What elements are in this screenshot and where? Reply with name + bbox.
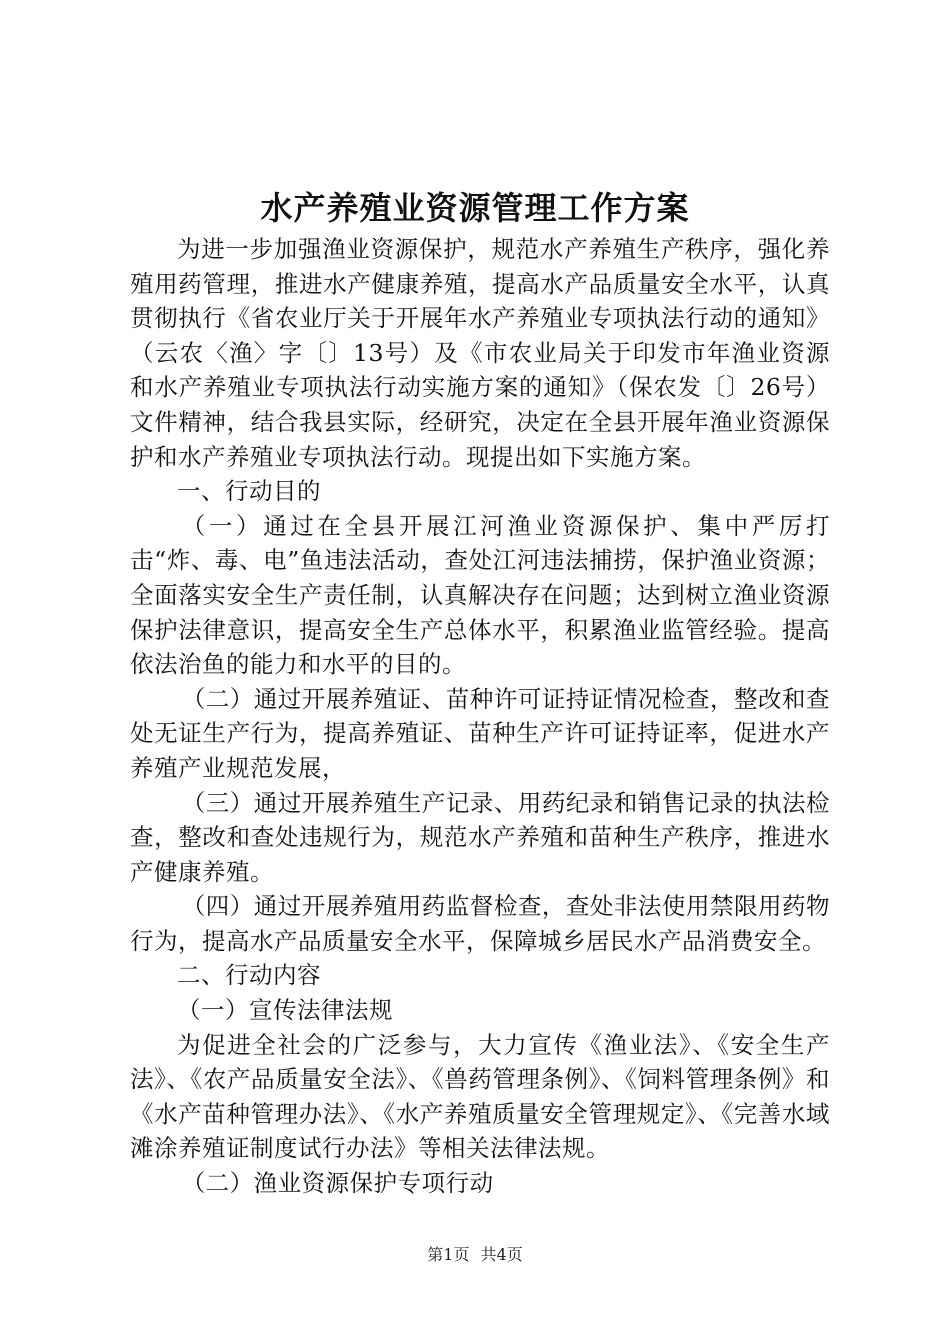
purpose-item-3: （三）通过开展养殖生产记录、用药纪录和销售记录的执法检查，整改和查处违规行为，规范水产养殖和苗种生产秩序，推进水产健康养殖。 [130,788,830,886]
page-footer [0,1244,950,1266]
page-number: 第1页 [427,1245,470,1264]
section-heading-content: 二、行动内容 [177,961,321,990]
subsection-heading-resource-protection: （二）渔业资源保护专项行动 [181,1169,494,1198]
subsection-heading-publicity: （一）宣传法律法规 [177,996,393,1025]
document-title: 水产养殖业资源管理工作方案 [260,189,690,227]
page-total: 共4页 [480,1245,523,1264]
document-body [130,232,830,1201]
purpose-item-1: （一）通过在全县开展江河渔业资源保护、集中严厉打击“炸、毒、电”鱼违法活动，查处江河违法捕捞，保护渔业资源；全面落实安全生产责任制，认真解决存在问题；达到树立渔业资源保护法律意识，提高安全生产总体水平，积累渔业监管经验。提高依法治鱼的能力和水平的目的。 [130,511,830,679]
purpose-item-4: （四）通过开展养殖用药监督检查，查处非法使用禁限用药物行为，提高水产品质量安全水平，保障城乡居民水产品消费安全。 [130,892,830,955]
section-heading-purpose: 一、行动目的 [177,477,321,506]
purpose-item-2: （二）通过开展养殖证、苗种许可证持证情况检查，整改和查处无证生产行为，提高养殖证、苗种生产许可证持证率，促进水产养殖产业规范发展， [130,684,830,782]
publicity-paragraph: 为促进全社会的广泛参与，大力宣传《渔业法》、《安全生产法》、《农产品质量安全法》、《兽药管理条例》、《饲料管理条例》和《水产苗种管理办法》、《水产养殖质量安全管理规定》、《完善水域滩涂养殖证制度试行办法》等相关法律法规。 [130,1030,830,1163]
intro-paragraph: 为进一步加强渔业资源保护，规范水产养殖生产秩序，强化养殖用药管理，推进水产健康养殖，提高水产品质量安全水平，认真贯彻执行《省农业厅关于开展年水产养殖业专项执法行动的通知》（云农〈渔〉字〔〕13号）及《市农业局关于印发市年渔业资源和水产养殖业专项执法行动实施方案的通知》（保农发〔〕26号）文件精神，结合我县实际，经研究，决定在全县开展年渔业资源保护和水产养殖业专项执法行动。现提出如下实施方案。 [130,235,830,471]
